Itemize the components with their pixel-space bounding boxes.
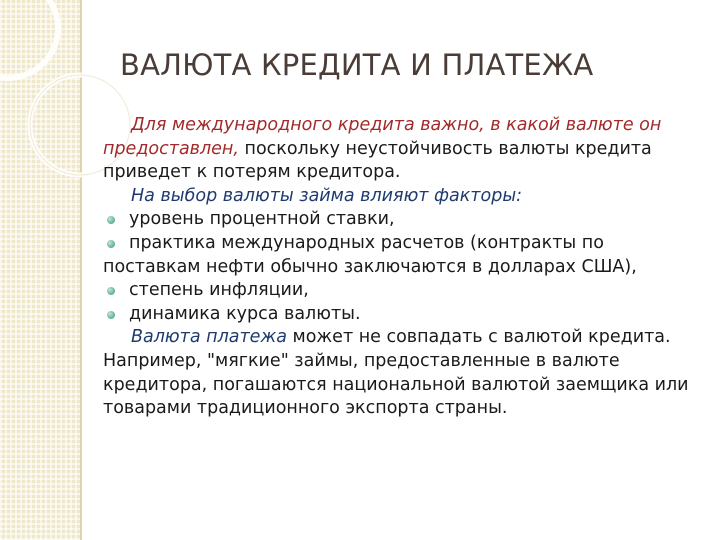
- list-item: практика международных расчетов (контракты по поставкам нефти обычно заключаются в долларах США),: [103, 232, 637, 277]
- factors-list: [103, 208, 703, 326]
- paragraph-currency-importance: [103, 114, 703, 185]
- bullet-icon: [107, 240, 115, 248]
- slide-body: [103, 114, 703, 421]
- slide-title: ВАЛЮТА КРЕДИТА И ПЛАТЕЖА: [120, 48, 594, 82]
- list-item: динамика курса валюты.: [103, 303, 703, 327]
- bullet-icon: [107, 311, 115, 319]
- paragraph-highlight: Для международного кредита важно, в какой валюте он предоставлен,: [103, 115, 662, 159]
- paragraph-payment-currency: [103, 326, 703, 420]
- bullet-icon: [107, 216, 115, 224]
- factors-heading-text: На выбор валюты займа влияют факторы:: [131, 185, 523, 206]
- paragraph-text: может не совпадать с валютой кредита. Например, "мягкие" займы, предоставленные в валюте кредитора, погашаются национальной валютой заемщика или товарами традиционного экспорта страны.: [103, 327, 689, 419]
- bullet-icon: [107, 287, 115, 295]
- strip-edge-line: [80, 0, 82, 540]
- list-item: степень инфляции,: [103, 279, 703, 303]
- paragraph-highlight: Валюта платежа: [131, 327, 287, 348]
- list-item: уровень процентной ставки,: [103, 208, 703, 232]
- paragraph-text: поскольку неустойчивость валюты кредита приведет к потерям кредитора.: [103, 138, 652, 183]
- decorative-side-strip: [0, 0, 80, 540]
- factors-heading: [103, 185, 703, 209]
